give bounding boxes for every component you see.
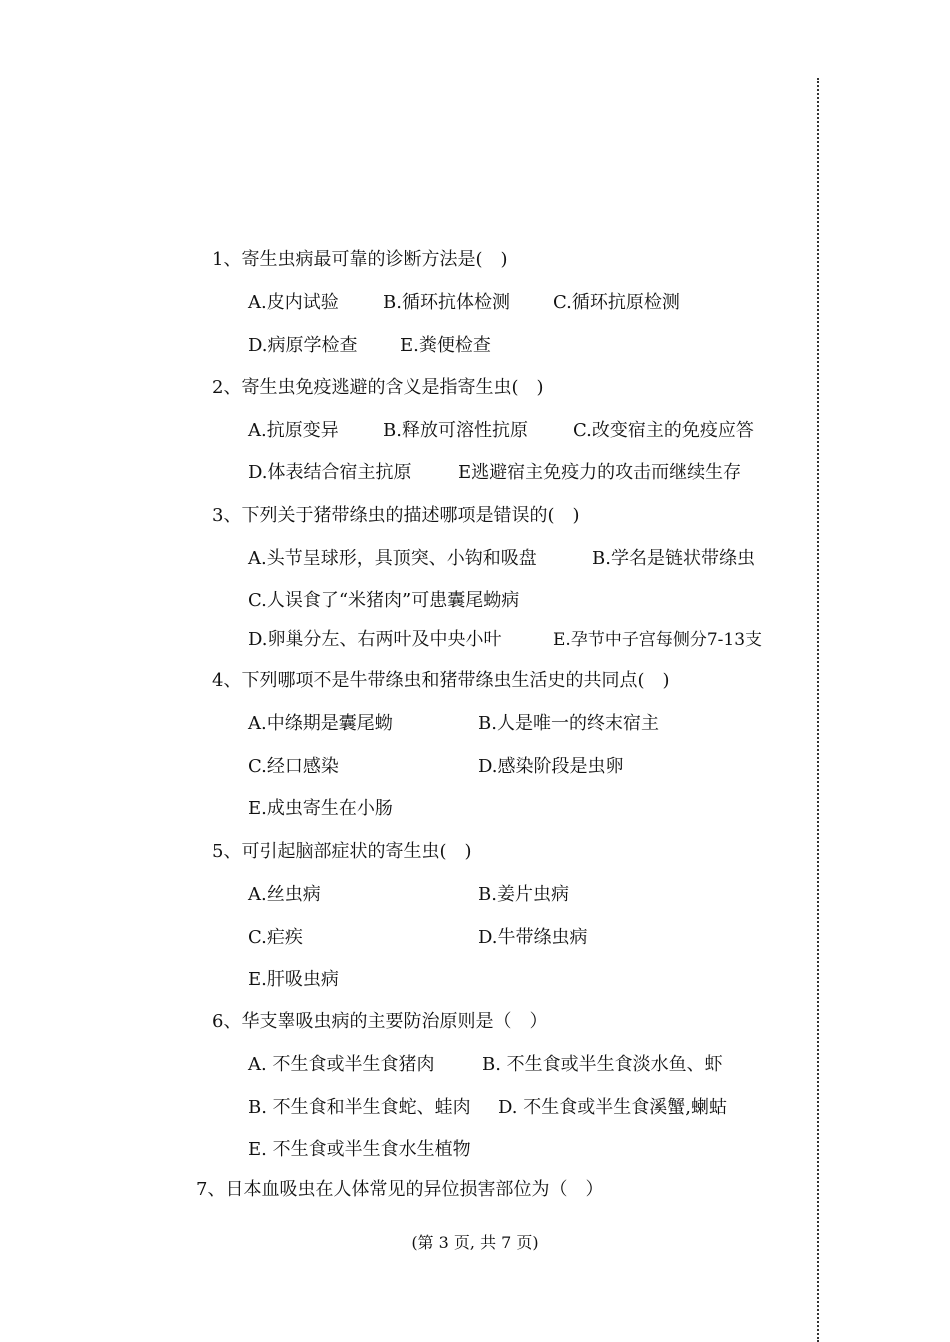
page-number-footer: (第 3 页, 共 7 页) bbox=[411, 1233, 539, 1252]
question-6-stem: 6、华支睾吸虫病的主要防治原则是（ ） bbox=[212, 1011, 548, 1032]
question-2-option-d: D.体表结合宿主抗原 bbox=[248, 462, 412, 483]
question-6-option-a: A. 不生食或半生食猪肉 bbox=[248, 1054, 435, 1075]
question-4-option-d: D.感染阶段是虫卵 bbox=[478, 756, 624, 777]
question-2-option-b: B.释放可溶性抗原 bbox=[383, 420, 528, 441]
question-2-option-c: C.改变宿主的免疫应答 bbox=[573, 420, 754, 441]
question-3-option-b: B.学名是链状带绦虫 bbox=[592, 548, 755, 569]
question-5-option-e: E.肝吸虫病 bbox=[248, 969, 339, 990]
question-1-option-e: E.粪便检查 bbox=[400, 335, 491, 356]
question-5-stem: 5、可引起脑部症状的寄生虫( ) bbox=[212, 841, 472, 862]
question-5-option-c: C.疟疾 bbox=[248, 927, 303, 948]
question-6-option-c: B. 不生食和半生食蛇、蛙肉 bbox=[248, 1097, 471, 1118]
question-3-option-e: E.孕节中子宫每侧分7-13支 bbox=[553, 630, 763, 650]
question-4-stem: 4、下列哪项不是牛带绦虫和猪带绦虫生活史的共同点( ) bbox=[212, 670, 670, 691]
question-6-option-b: B. 不生食或半生食淡水鱼、虾 bbox=[482, 1054, 723, 1075]
question-4-option-c: C.经口感染 bbox=[248, 756, 339, 777]
question-3-option-c: C.人误食了“米猪肉”可患囊尾蚴病 bbox=[248, 590, 520, 611]
question-5-option-a: A.丝虫病 bbox=[248, 884, 321, 905]
question-4-option-a: A.中绦期是囊尾蚴 bbox=[248, 713, 393, 734]
question-1-option-d: D.病原学检查 bbox=[248, 335, 358, 356]
question-2-option-a: A.抗原变异 bbox=[248, 420, 339, 441]
question-6-option-d: D. 不生食或半生食溪蟹,蝲蛄 bbox=[498, 1097, 727, 1118]
question-3-option-d: D.卵巢分左、右两叶及中央小叶 bbox=[248, 629, 502, 650]
question-5-option-d: D.牛带绦虫病 bbox=[478, 927, 588, 948]
question-2-stem: 2、寄生虫免疫逃避的含义是指寄生虫( ) bbox=[212, 377, 544, 398]
question-1-option-a: A.皮内试验 bbox=[248, 292, 339, 313]
question-1-stem: 1、寄生虫病最可靠的诊断方法是( ) bbox=[212, 249, 508, 270]
question-6-option-e: E. 不生食或半生食水生植物 bbox=[248, 1139, 471, 1160]
question-4-option-e: E.成虫寄生在小肠 bbox=[248, 798, 393, 819]
question-7-stem: 7、日本血吸虫在人体常见的异位损害部位为（ ） bbox=[196, 1179, 604, 1200]
question-1-option-b: B.循环抗体检测 bbox=[383, 292, 510, 313]
binding-margin-dotted-line bbox=[817, 78, 819, 1342]
question-4-option-b: B.人是唯一的终末宿主 bbox=[478, 713, 659, 734]
question-2-option-e: E逃避宿主免疫力的攻击而继续生存 bbox=[458, 462, 742, 483]
question-5-option-b: B.姜片虫病 bbox=[478, 884, 569, 905]
question-1-option-c: C.循环抗原检测 bbox=[553, 292, 680, 313]
question-3-stem: 3、下列关于猪带绦虫的描述哪项是错误的( ) bbox=[212, 505, 580, 526]
question-3-option-a: A.头节呈球形，具顶突、小钩和吸盘 bbox=[248, 548, 537, 569]
